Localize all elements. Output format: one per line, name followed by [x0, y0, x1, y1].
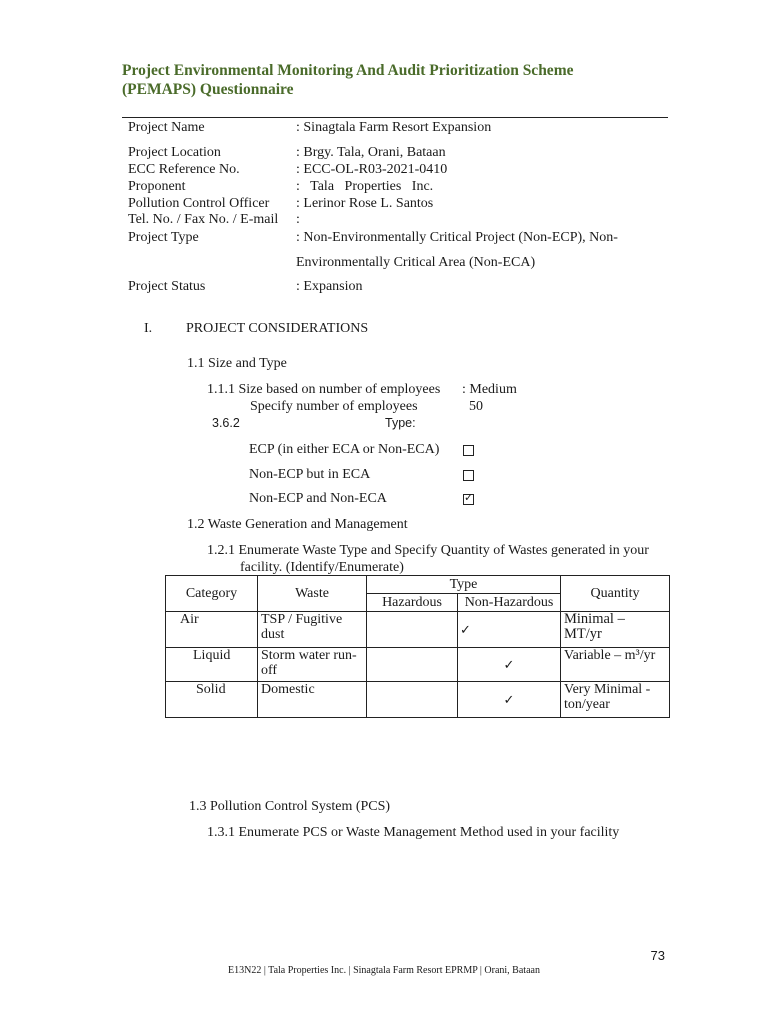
contact-value: :	[296, 212, 300, 227]
subsection-pcs: 1.3 Pollution Control System (PCS)	[189, 799, 391, 814]
section-numeral: I.	[144, 321, 153, 336]
option-ecp-label: ECP (in either ECA or Non-ECA)	[249, 442, 440, 457]
project-location-value: : Brgy. Tala, Orani, Bataan	[296, 145, 446, 160]
project-type-value-line-2: Environmentally Critical Area (Non-ECA)	[296, 255, 536, 270]
option-nonecp-noneca-label: Non-ECP and Non-ECA	[249, 491, 387, 506]
cell-hazardous	[367, 612, 458, 648]
cell-quantity: Very Minimal - ton/year	[561, 682, 670, 718]
cell-category: Solid	[166, 682, 258, 718]
employee-count-label: Specify number of employees	[250, 399, 418, 414]
document-title	[122, 61, 682, 99]
project-type-label: Project Type	[128, 230, 199, 245]
project-location-label: Project Location	[128, 145, 221, 160]
header-type: Type	[367, 576, 561, 594]
pco-label: Pollution Control Officer	[128, 196, 270, 211]
header-hazardous: Hazardous	[367, 594, 458, 612]
header-waste: Waste	[258, 576, 367, 612]
cell-quantity: Minimal – MT/yr	[561, 612, 670, 648]
header-category: Category	[166, 576, 258, 612]
title-line-2: (PEMAPS) Questionnaire	[122, 81, 294, 98]
ecc-reference-label: ECC Reference No.	[128, 162, 240, 177]
table-row	[166, 682, 670, 718]
pco-value: : Lerinor Rose L. Santos	[296, 196, 434, 211]
contact-label: Tel. No. / Fax No. / E-mail	[128, 212, 279, 227]
title-line-1: Project Environmental Monitoring And Audit Prioritization Scheme	[122, 62, 574, 79]
cell-waste: Domestic	[258, 682, 367, 718]
table-row	[166, 612, 670, 648]
project-type-value-line-1: : Non-Environmentally Critical Project (Non-ECP), Non-	[296, 230, 618, 245]
size-employees-label: 1.1.1 Size based on number of employees	[207, 382, 441, 397]
ecc-reference-value: : ECC-OL-R03-2021-0410	[296, 162, 448, 177]
project-status-value: : Expansion	[296, 279, 363, 294]
option-nonecp-noneca-checkbox[interactable]	[463, 494, 474, 505]
project-name-value: : Sinagtala Farm Resort Expansion	[296, 120, 492, 135]
option-nonecp-eca-label: Non-ECP but in ECA	[249, 467, 371, 482]
subsection-waste: 1.2 Waste Generation and Management	[187, 517, 408, 532]
waste-instruction-line-1: 1.2.1 Enumerate Waste Type and Specify Quantity of Wastes generated in your	[207, 543, 649, 558]
header-non-hazardous: Non-Hazardous	[458, 594, 561, 612]
waste-table	[165, 575, 670, 718]
project-status-label: Project Status	[128, 279, 206, 294]
page-number: 73	[650, 948, 665, 963]
proponent-label: Proponent	[128, 179, 186, 194]
checkmark-icon: ✓	[464, 492, 474, 504]
project-name-label: Project Name	[128, 120, 205, 135]
option-nonecp-eca-checkbox[interactable]	[463, 470, 474, 481]
cell-waste: Storm water run-off	[258, 648, 367, 682]
footer-text: E13N22 | Tala Properties Inc. | Sinagtala Farm Resort EPRMP | Orani, Bataan	[228, 965, 540, 976]
cell-category: Liquid	[166, 648, 258, 682]
cell-category: Air	[166, 612, 258, 648]
waste-instruction-line-2: facility. (Identify/Enumerate)	[240, 560, 404, 575]
cell-hazardous	[367, 648, 458, 682]
cell-non-hazardous-check: ✓	[458, 682, 561, 718]
pcs-instruction: 1.3.1 Enumerate PCS or Waste Management Method used in your facility	[207, 825, 620, 840]
section-heading: PROJECT CONSIDERATIONS	[186, 321, 369, 336]
cell-hazardous	[367, 682, 458, 718]
option-ecp-checkbox[interactable]	[463, 445, 474, 456]
type-number: 3.6.2	[212, 416, 240, 430]
type-label: Type:	[385, 416, 416, 430]
cell-quantity: Variable – m³/yr	[561, 648, 670, 682]
size-employees-value: : Medium	[462, 382, 517, 397]
employee-count-value: 50	[469, 399, 483, 414]
cell-non-hazardous-check: ✓	[458, 612, 561, 648]
cell-waste: TSP / Fugitive dust	[258, 612, 367, 648]
header-quantity: Quantity	[561, 576, 670, 612]
table-row	[166, 648, 670, 682]
cell-non-hazardous-check: ✓	[458, 648, 561, 682]
proponent-value: : Tala Properties Inc.	[296, 179, 434, 194]
title-divider	[122, 117, 668, 118]
subsection-size-type: 1.1 Size and Type	[187, 356, 287, 371]
